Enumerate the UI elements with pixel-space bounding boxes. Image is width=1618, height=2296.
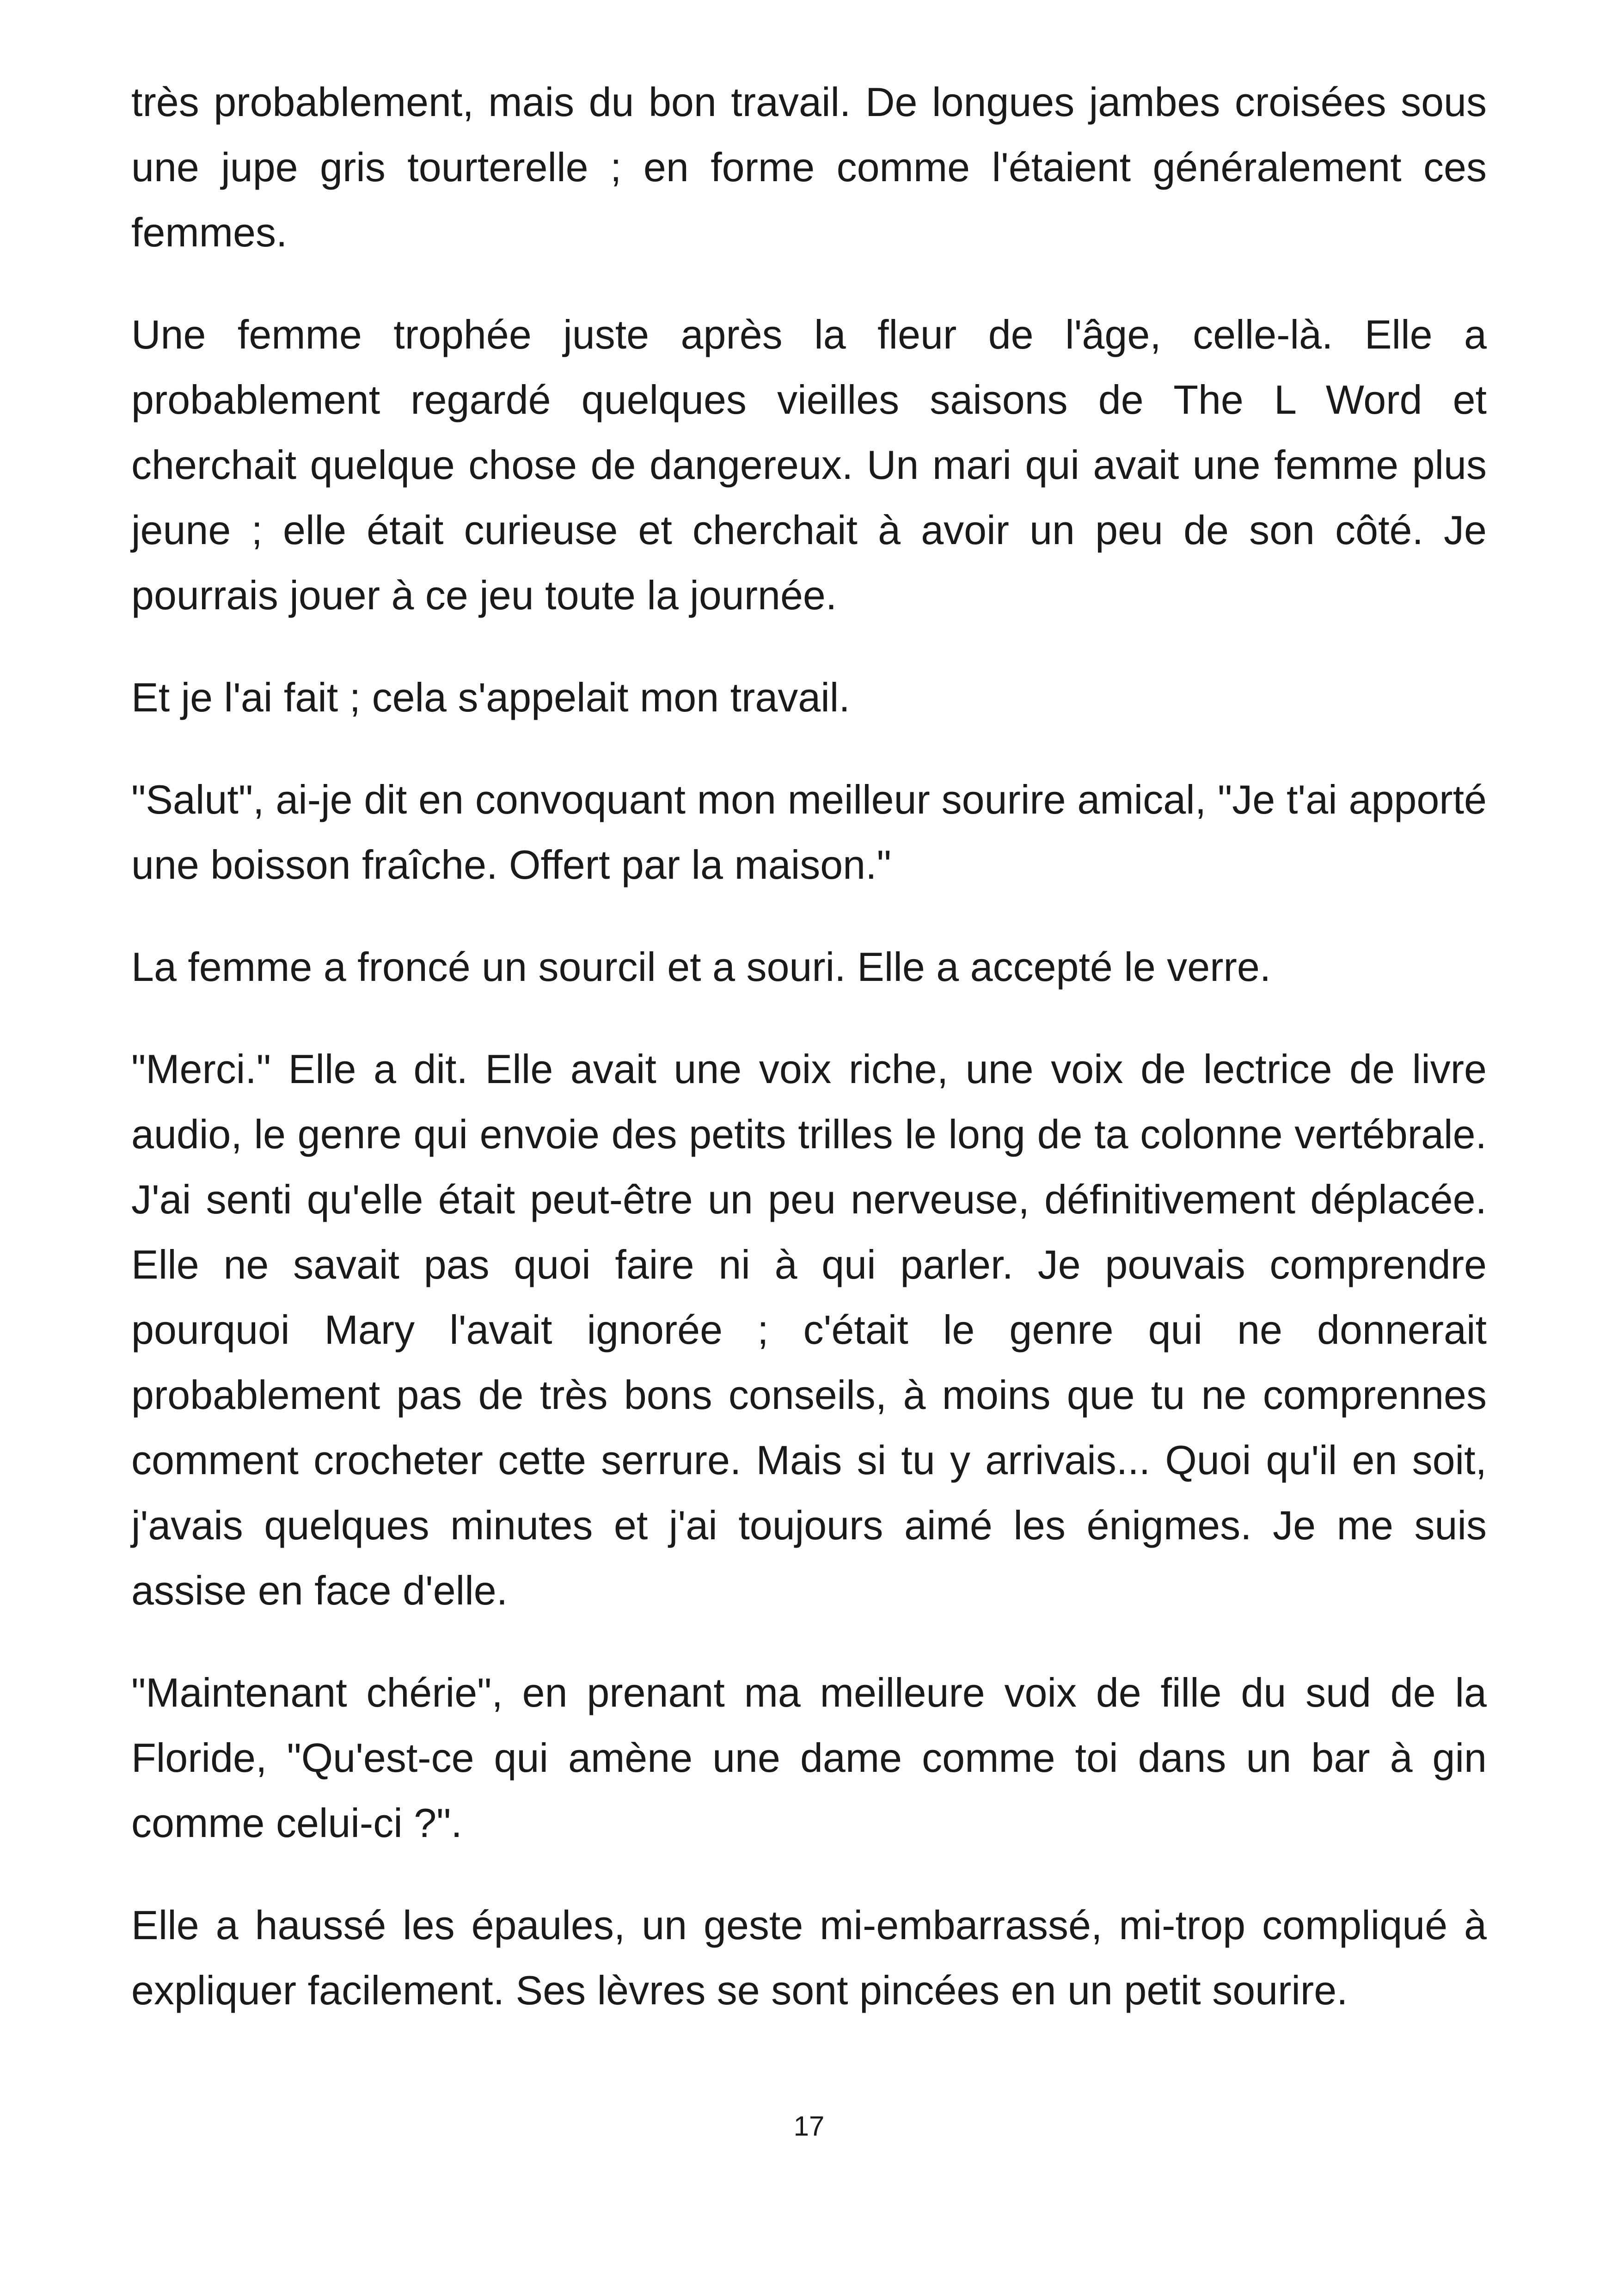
paragraph: très probablement, mais du bon travail. De longues jambes croisées sous une jupe gris tourterelle ; en forme comme l'étaient généralement ces femmes.: [131, 79, 1487, 255]
paragraph: Elle a haussé les épaules, un geste mi-embarrassé, mi-trop compliqué à expliquer facilement. Ses lèvres se sont pincées en un petit sourire.: [131, 1902, 1487, 2013]
paragraph: "Maintenant chérie", en prenant ma meilleure voix de fille du sud de la Floride, "Qu'est-ce qui amène une dame comme toi dans un bar à gin comme celui-ci ?".: [131, 1670, 1487, 1846]
paragraph: "Merci." Elle a dit. Elle avait une voix riche, une voix de lectrice de livre audio, le genre qui envoie des petits trilles le long de ta colonne vertébrale. J'ai senti qu'elle était peut-être un peu nerveuse, définitivement déplacée. Elle ne savait pas quoi faire ni à qui parler. Je pouvais comprendre pourquoi Mary l'avait ignorée ; c'était le genre qui ne donnerait probablement pas de très bons conseils, à moins que tu ne comprennes comment crocheter cette serrure. Mais si tu y arrivais... Quoi qu'il en soit, j'avais quelques minutes et j'ai toujours aimé les énigmes. Je me suis assise en face d'elle.: [131, 1046, 1487, 1613]
paragraph: "Salut", ai-je dit en convoquant mon meilleur sourire amical, "Je t'ai apporté une boisson fraîche. Offert par la maison.": [131, 777, 1487, 888]
paragraph: Et je l'ai fait ; cela s'appelait mon travail.: [131, 674, 850, 720]
page-number: 17: [793, 2111, 825, 2142]
page-body: [131, 69, 1487, 2023]
paragraph: La femme a froncé un sourcil et a souri. Elle a accepté le verre.: [131, 944, 1271, 990]
paragraph: Une femme trophée juste après la fleur de l'âge, celle-là. Elle a probablement regardé quelques vieilles saisons de The L Word et cherchait quelque chose de dangereux. Un mari qui avait une femme plus jeune ; elle était curieuse et cherchait à avoir un peu de son côté. Je pourrais jouer à ce jeu toute la journée.: [131, 312, 1487, 618]
